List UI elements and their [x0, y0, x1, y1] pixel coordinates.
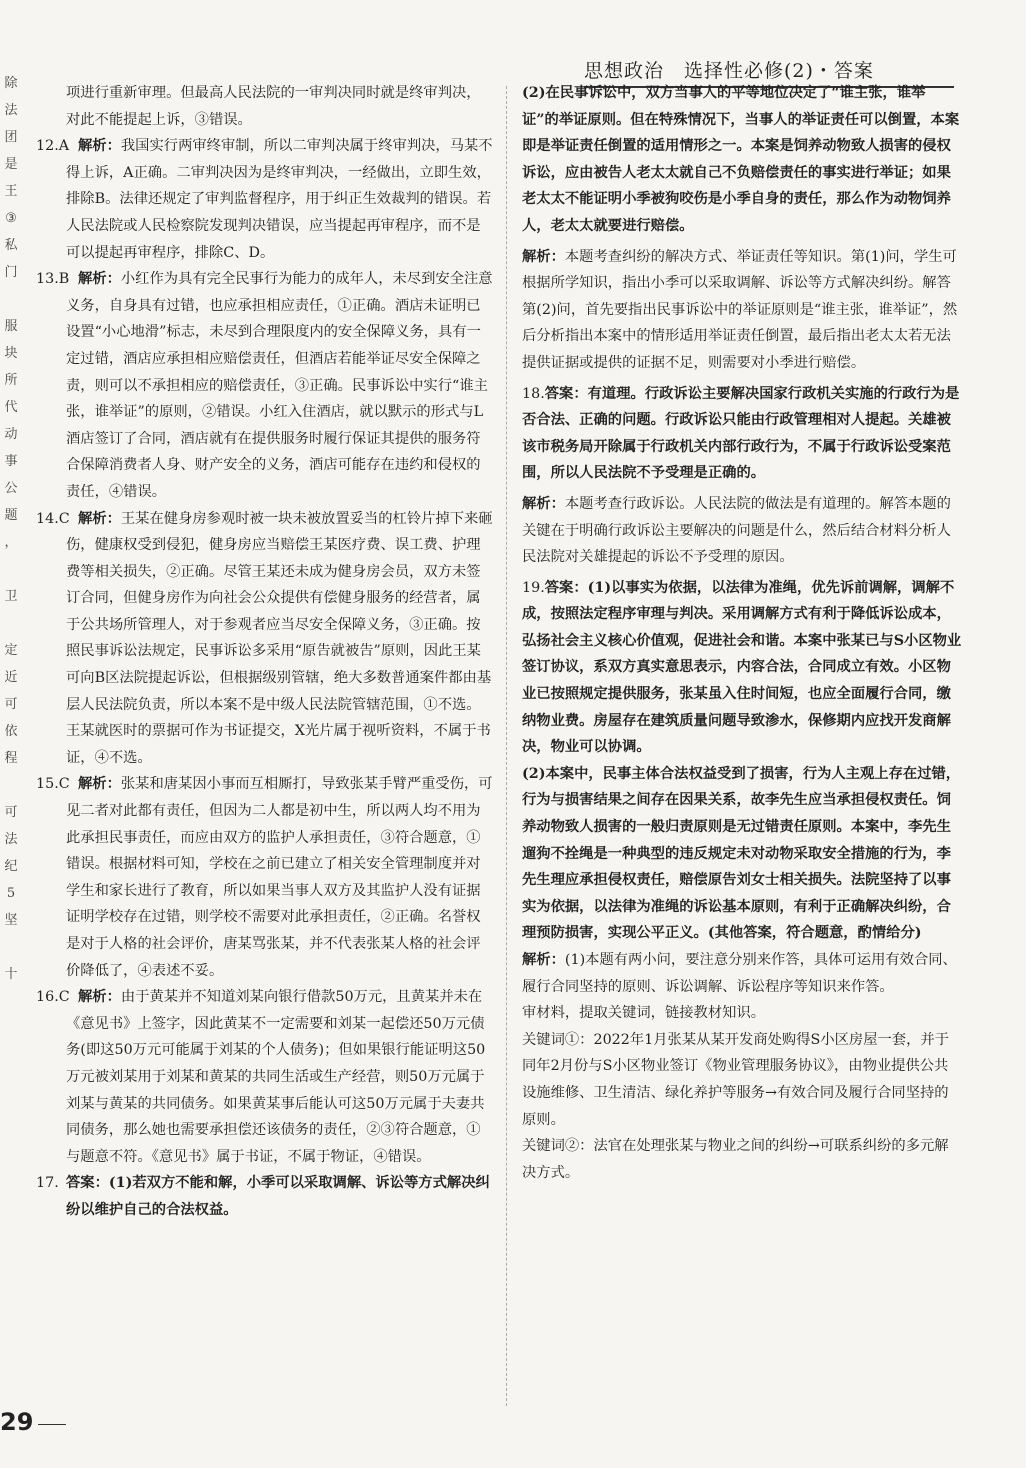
item-label: 解析：: [78, 271, 121, 288]
edge-fragment: 可: [4, 805, 18, 820]
edge-fragment: 王: [4, 184, 18, 199]
edge-fragment: ，: [4, 535, 18, 550]
edge-fragment: 服: [4, 319, 18, 334]
item-label: 解析：: [78, 989, 121, 1006]
analysis-paragraph: [522, 1000, 962, 1027]
item-label: 解析：: [78, 138, 121, 155]
edge-fragment: 私: [4, 238, 18, 253]
answer-item-16: [36, 984, 494, 1170]
edge-fragment: 所: [4, 373, 18, 388]
item-label: 解析：: [522, 495, 565, 512]
left-edge-fragments: [0, 70, 22, 988]
answer-item-18: [522, 381, 962, 487]
edge-fragment: 块: [4, 346, 18, 361]
answer-item-14: [36, 506, 494, 772]
page-number: 29: [0, 1408, 34, 1436]
item-text: 王某在健身房参观时被一块未被放置妥当的杠铃片掉下来砸伤，健康权受到侵犯，健身房应当赔偿王某医疗费、误工费、护理费等相关损失，②正确。尽管王某还未成为健身房会员，双方未签订合同，但健身房作为向社会公众提供有偿健身服务的经营者，属于公共场所管理人，对于参观者应当尽安全保障义务，③正确。按照民事诉讼法规定，民事诉讼多采用“原告就被告”原则，因此王某可向B区法院提起诉讼，但根据级别管辖，绝大多数普通案件都由基层人民法院负责，所以本案不是中级人民法院管辖范围，①不选。王某就医时的票据可作为书证提交，X光片属于视听资料，不属于书证，④不选。: [66, 510, 493, 766]
left-column: [36, 80, 494, 1224]
edge-fragment: 近: [4, 670, 18, 685]
answer-item-15: [36, 771, 494, 984]
answer-item-12: [36, 133, 494, 266]
item-number: 18.: [522, 385, 545, 402]
item-label: 答案：: [66, 1175, 109, 1192]
edge-fragment: [0, 610, 22, 637]
item-number: 15.C: [36, 776, 70, 793]
right-column: [522, 80, 962, 1186]
item-text: (1)若双方不能和解，小季可以采取调解、诉讼等方式解决纠纷以维护自己的合法权益。: [66, 1175, 490, 1218]
edge-fragment: 门: [4, 265, 18, 280]
item-text: 本题考查行政诉讼。人民法院的做法是有道理的。解答本题的关键在于明确行政诉讼主要解决的问题是什么，然后结合材料分析人民法院对关雄提起的诉讼不予受理的原因。: [522, 495, 951, 566]
edge-fragment: 法: [4, 103, 18, 118]
item-text: 张某和唐某因小事而互相厮打，导致张某手臂严重受伤，可见二者对此都有责任，但因为二人都是初中生，所以两人均不用为此承担民事责任，而应由双方的监护人承担责任，③符合题意，①错误。根据材料可知，学校在之前已建立了相关安全管理制度并对学生和家长进行了教育，所以如果当事人双方及其监护人没有证据证明学校存在过错，则学校不需要对此承担责任，②正确。名誉权是对于人格的社会评价，唐某骂张某，并不代表张某人格的社会评价降低了，④表述不妥。: [66, 776, 493, 979]
answer-item-19: [522, 575, 962, 761]
edge-fragment: 依: [4, 724, 18, 739]
page-number-rule: [38, 1424, 66, 1425]
edge-fragment: 题: [4, 508, 18, 523]
item-text: 审材料，提取关键词，链接教材知识。: [522, 1005, 766, 1022]
item-text: 我国实行两审终审制，所以二审判决属于终审判决，马某不得上诉，A正确。二审判决因为是终审判决，一经做出，立即生效，排除B。法律还规定了审判监督程序，用于纠正生效裁判的错误。若人民法院或人民检察院发现判决错误，应当提起再审程序，而不是可以提起再审程序，排除C、D。: [66, 138, 493, 261]
edge-fragment: 卫: [4, 589, 18, 604]
item-text: 项进行重新审理。但最高人民法院的一审判决同时就是终审判决，对此不能提起上诉，③错误。: [66, 85, 481, 128]
item-number: 17.: [36, 1175, 59, 1192]
answer-item-13: [36, 266, 494, 505]
edge-fragment: 5: [6, 886, 16, 901]
item-text: (2)本案中，民事主体合法权益受到了损害，行为人主观上存在过错，行为与损害结果之间存在因果关系，故李先生应当承担侵权责任。饲养动物致人损害的一般归责原则是无过错责任原则。本案中，李先生遛狗不拴绳是一种典型的违反规定未对动物采取安全措施的行为，李先生理应承担侵权责任，赔偿原告刘女士相关损失。法院坚持了以事实为依据，以法律为准绳的诉讼基本原则，有利于正确解决纠纷，合理预防损害，实现公平正义。(其他答案，符合题意，酌情给分): [522, 765, 961, 942]
item-number: 12.A: [36, 138, 70, 155]
edge-fragment: 纪: [4, 859, 18, 874]
analysis-paragraph: [522, 491, 962, 571]
edge-fragment: 团: [4, 130, 18, 145]
item-text: 有道理。行政诉讼主要解决国家行政机关实施的行政行为是否合法、正确的问题。行政诉讼只能由行政管理相对人提起。关雄被该市税务局开除属于行政机关内部行政行为，不属于行政诉讼受案范围，所以人民法院不予受理是正确的。: [522, 385, 960, 482]
edge-fragment: 坚: [4, 913, 18, 928]
edge-fragment: ③: [5, 211, 17, 226]
item-text: 由于黄某并不知道刘某向银行借款50万元，且黄某并未在《意见书》上签字，因此黄某不一定需要和刘某一起偿还50万元债务(即这50万元可能属于刘某的个人债务)；但如果银行能证明这50万元被刘某用于刘某和黄某的共同生活或生产经营，则50万元属于刘某与黄某的共同债务。如果黄某事后能认可这50万元属于夫妻共同债务，那么她也需要承担偿还该债务的责任，②③符合题意，①与题意不符。《意见书》属于书证，不属于物证，④错误。: [66, 989, 486, 1165]
edge-fragment: [0, 772, 22, 799]
analysis-paragraph: [522, 244, 962, 377]
analysis-paragraph: [522, 1027, 962, 1133]
edge-fragment: 可: [4, 697, 18, 712]
edge-fragment: 是: [4, 157, 18, 172]
edge-fragment: 定: [4, 643, 18, 658]
edge-fragment: 除: [4, 76, 18, 91]
item-text: 关键词②：法官在处理张某与物业之间的纠纷→可联系纠纷的多元解决方式。: [522, 1138, 949, 1181]
edge-fragment: 法: [4, 832, 18, 847]
item-label: 答案：: [544, 385, 588, 402]
item-text: 关键词①：2022年1月张某从某开发商处购得S小区房屋一套，并于同年2月份与S小区物业签订《物业管理服务协议》，由物业提供公共设施维修、卫生清洁、绿化养护等服务→有效合同及履行合同坚持的原则。: [522, 1031, 949, 1128]
item-text: 小红作为具有完全民事行为能力的成年人，未尽到安全注意义务，自身具有过错，也应承担相应责任，①正确。酒店未证明已设置“小心地滑”标志，未尽到合理限度内的安全保障义务，具有一定过错，酒店应承担相应赔偿责任，但酒店若能举证尽安全保障之责，则可以不承担相应的赔偿责任，③正确。民事诉讼中实行“谁主张，谁举证”的原则，②错误。小红入住酒店，就以默示的形式与L酒店签订了合同，酒店就有在提供服务时履行保证其提供的服务符合保障消费者人身、财产安全的义务，酒店可能存在违约和侵权的责任，④错误。: [66, 271, 493, 500]
column-divider: [506, 86, 507, 1406]
item-text: 本题考查纠纷的解决方式、举证责任等知识。第(1)问，学生可根据所学知识，指出小季可以采取调解、诉讼等方式解决纠纷。解答第(2)问，首先要指出民事诉讼中的举证原则是“谁主张，谁举证”，然后分析指出本案中的情形适用举证责任倒置，最后指出老太太若无法提供证据或提供的证据不足，则需要对小季进行赔偿。: [522, 248, 958, 371]
item-number: 19.: [522, 579, 545, 596]
item-number: 14.C: [36, 510, 70, 527]
edge-fragment: [0, 556, 22, 583]
edge-fragment: 程: [4, 751, 18, 766]
item-label: 解析：: [78, 510, 121, 527]
answer-paragraph: [522, 761, 962, 947]
item-label: 解析：: [78, 776, 121, 793]
answer-item-17: [36, 1170, 494, 1223]
item-text: (1)以事实为依据，以法律为准绳，优先诉前调解，调解不成，按照法定程序审理与判决。采用调解方式有利于降低诉讼成本，弘扬社会主义核心价值观，促进社会和谐。本案中张某已与S小区物业签订协议，系双方真实意思表示，内容合法，合同成立有效。小区物业已按照规定提供服务，张某虽入住时间短，也应全面履行合同，缴纳物业费。房屋存在建筑质量问题导致渗水，保修期内应找开发商解决，物业可以协调。: [522, 579, 962, 756]
edge-fragment: 动: [4, 427, 18, 442]
answer-paragraph: [522, 80, 962, 240]
edge-fragment: [0, 934, 22, 961]
item-label: 答案：: [544, 579, 588, 596]
edge-fragment: 代: [4, 400, 18, 415]
header-title: 思想政治 选择性必修(2)・答案: [584, 60, 874, 82]
item-text: (1)本题有两小问，要注意分别来作答，具体可运用有效合同、履行合同坚持的原则、诉讼调解、诉讼程序等知识来作答。: [522, 952, 957, 995]
edge-fragment: 公: [4, 481, 18, 496]
edge-fragment: [0, 286, 22, 313]
item-label: 解析：: [522, 248, 565, 265]
answer-item: [36, 80, 494, 133]
edge-fragment: 事: [4, 454, 18, 469]
item-label: 解析：: [522, 952, 565, 968]
item-text: (2)在民事诉讼中，双方当事人的平等地位决定了“谁主张，谁举证”的举证原则。但在特殊情况下，当事人的举证责任可以倒置，本案即是举证责任倒置的适用情形之一。本案是饲养动物致人损害的侵权诉讼，应由被告人老太太就自己不负赔偿责任的事实进行举证；如果老太太不能证明小季被狗咬伤是小季自身的责任，那么作为动物饲养人，老太太就要进行赔偿。: [522, 85, 960, 234]
edge-fragment: 十: [4, 967, 18, 982]
item-number: 13.B: [36, 271, 70, 288]
analysis-paragraph: [522, 1133, 962, 1186]
analysis-paragraph: [522, 947, 962, 1000]
item-number: 16.C: [36, 989, 70, 1006]
